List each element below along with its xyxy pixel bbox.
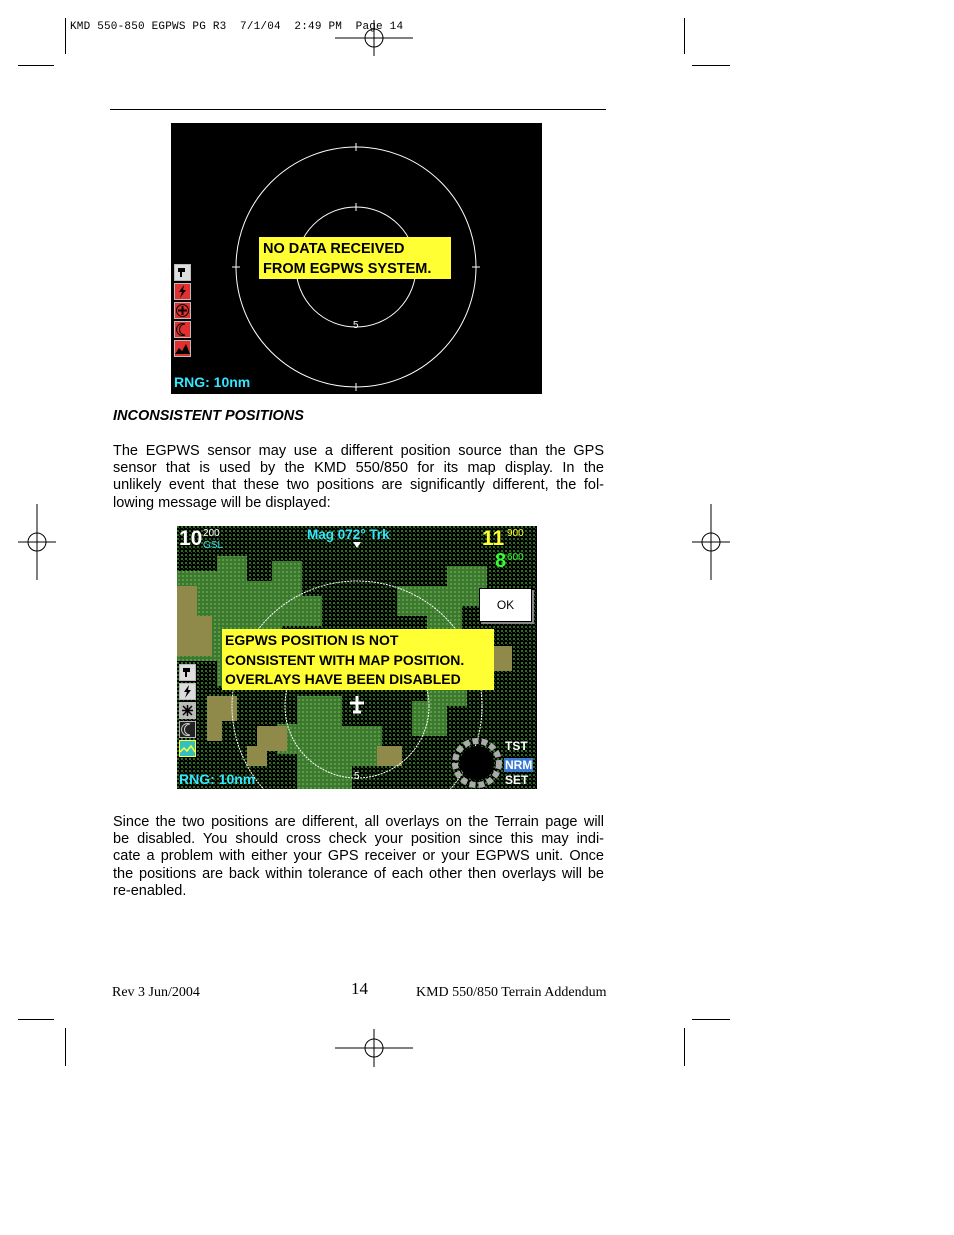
- overlay-icon-column: [174, 264, 191, 359]
- paragraph-line: the positions are back within tolerance of each other then overlays will be: [113, 865, 604, 882]
- moon-icon: [179, 721, 196, 738]
- lightning-sensor-icon: [174, 264, 191, 281]
- left-altitude-major: 10: [179, 527, 203, 550]
- footer-revision: Rev 3 Jun/2004: [112, 985, 200, 1000]
- registration-mark: [18, 504, 56, 580]
- traffic-icon: [174, 302, 191, 319]
- footer-title: KMD 550/850 Terrain Addendum: [416, 985, 607, 1000]
- message-line: CONSISTENT WITH MAP POSITION.: [225, 651, 465, 668]
- paragraph-line: cate a problem with either your GPS receiver or your EGPWS unit. Once: [113, 848, 604, 865]
- crop-mark: [684, 1028, 685, 1066]
- lightning-icon: [179, 683, 196, 700]
- moon-icon: [174, 321, 191, 338]
- left-altitude-minor: 200: [203, 528, 220, 539]
- paragraph-line: sensor that is used by the KMD 550/850 for its map display. In the: [113, 460, 604, 477]
- footer-page-number: 14: [351, 979, 368, 998]
- message-line: FROM EGPWS SYSTEM.: [263, 261, 432, 277]
- overlay-icon-column: [179, 664, 196, 759]
- egpws-no-data-screen: [171, 123, 542, 394]
- mode-nrm-label[interactable]: NRM: [505, 758, 533, 772]
- range-label: RNG: 10nm: [179, 771, 256, 787]
- right-altitude2-minor: 600: [507, 552, 524, 563]
- paragraph-inconsistent-positions: [113, 443, 604, 512]
- section-heading: INCONSISTENT POSITIONS: [113, 408, 304, 424]
- ring-label: 5: [354, 771, 360, 782]
- crop-mark: [18, 1019, 54, 1020]
- no-data-message: [259, 237, 451, 279]
- right-altitude-major: 11: [482, 527, 505, 550]
- paragraph-overlays-disabled: [113, 814, 604, 900]
- crop-mark: [18, 65, 54, 66]
- lightning-sensor-icon: [179, 664, 196, 681]
- lightning-icon: [174, 283, 191, 300]
- range-label: RNG: 10nm: [174, 374, 251, 390]
- paragraph-line: Since the two positions are different, all overlays on the Terrain page will: [113, 814, 604, 830]
- egpws-terrain-screen: [177, 526, 537, 789]
- paragraph-line: re-enabled.: [113, 882, 187, 899]
- terrain-icon: [179, 740, 196, 757]
- left-altitude-ref: GSL: [203, 540, 224, 551]
- paragraph-line: lowing message will be displayed:: [113, 494, 331, 511]
- crop-mark: [692, 1019, 730, 1020]
- paragraph-line: be disabled. You should cross check your position since this may indi-: [113, 831, 604, 848]
- print-header: KMD 550-850 EGPWS PG R3 7/1/04 2:49 PM Page 14: [70, 21, 404, 33]
- crop-mark: [684, 18, 685, 54]
- right-altitude-minor: 900: [507, 528, 524, 539]
- registration-mark: [692, 504, 730, 580]
- registration-mark: [335, 1029, 413, 1067]
- traffic-icon: [179, 702, 196, 719]
- paragraph-line: The EGPWS sensor may use a different position source than the GPS: [113, 443, 604, 459]
- mode-tst-label[interactable]: TST: [505, 739, 528, 753]
- right-altitude2-major: 8: [495, 550, 507, 572]
- position-inconsistent-message: [222, 629, 494, 690]
- crop-mark: [65, 18, 66, 54]
- left-altitude: [179, 527, 202, 551]
- crop-mark: [65, 1028, 66, 1066]
- message-line: EGPWS POSITION IS NOT: [225, 632, 399, 648]
- message-line: OVERLAYS HAVE BEEN DISABLED: [225, 671, 461, 687]
- ok-button[interactable]: OK: [479, 588, 532, 622]
- crop-mark: [692, 65, 730, 66]
- paragraph-line: unlikely event that these two positions are significantly different, the fol-: [113, 477, 604, 494]
- heading-display: Mag 072° Trk: [307, 527, 390, 542]
- header-rule: [110, 109, 606, 110]
- mode-set-label[interactable]: SET: [505, 773, 529, 787]
- message-line: NO DATA RECEIVED: [263, 241, 405, 257]
- terrain-icon: [174, 340, 191, 357]
- ring-label: 5: [353, 320, 359, 331]
